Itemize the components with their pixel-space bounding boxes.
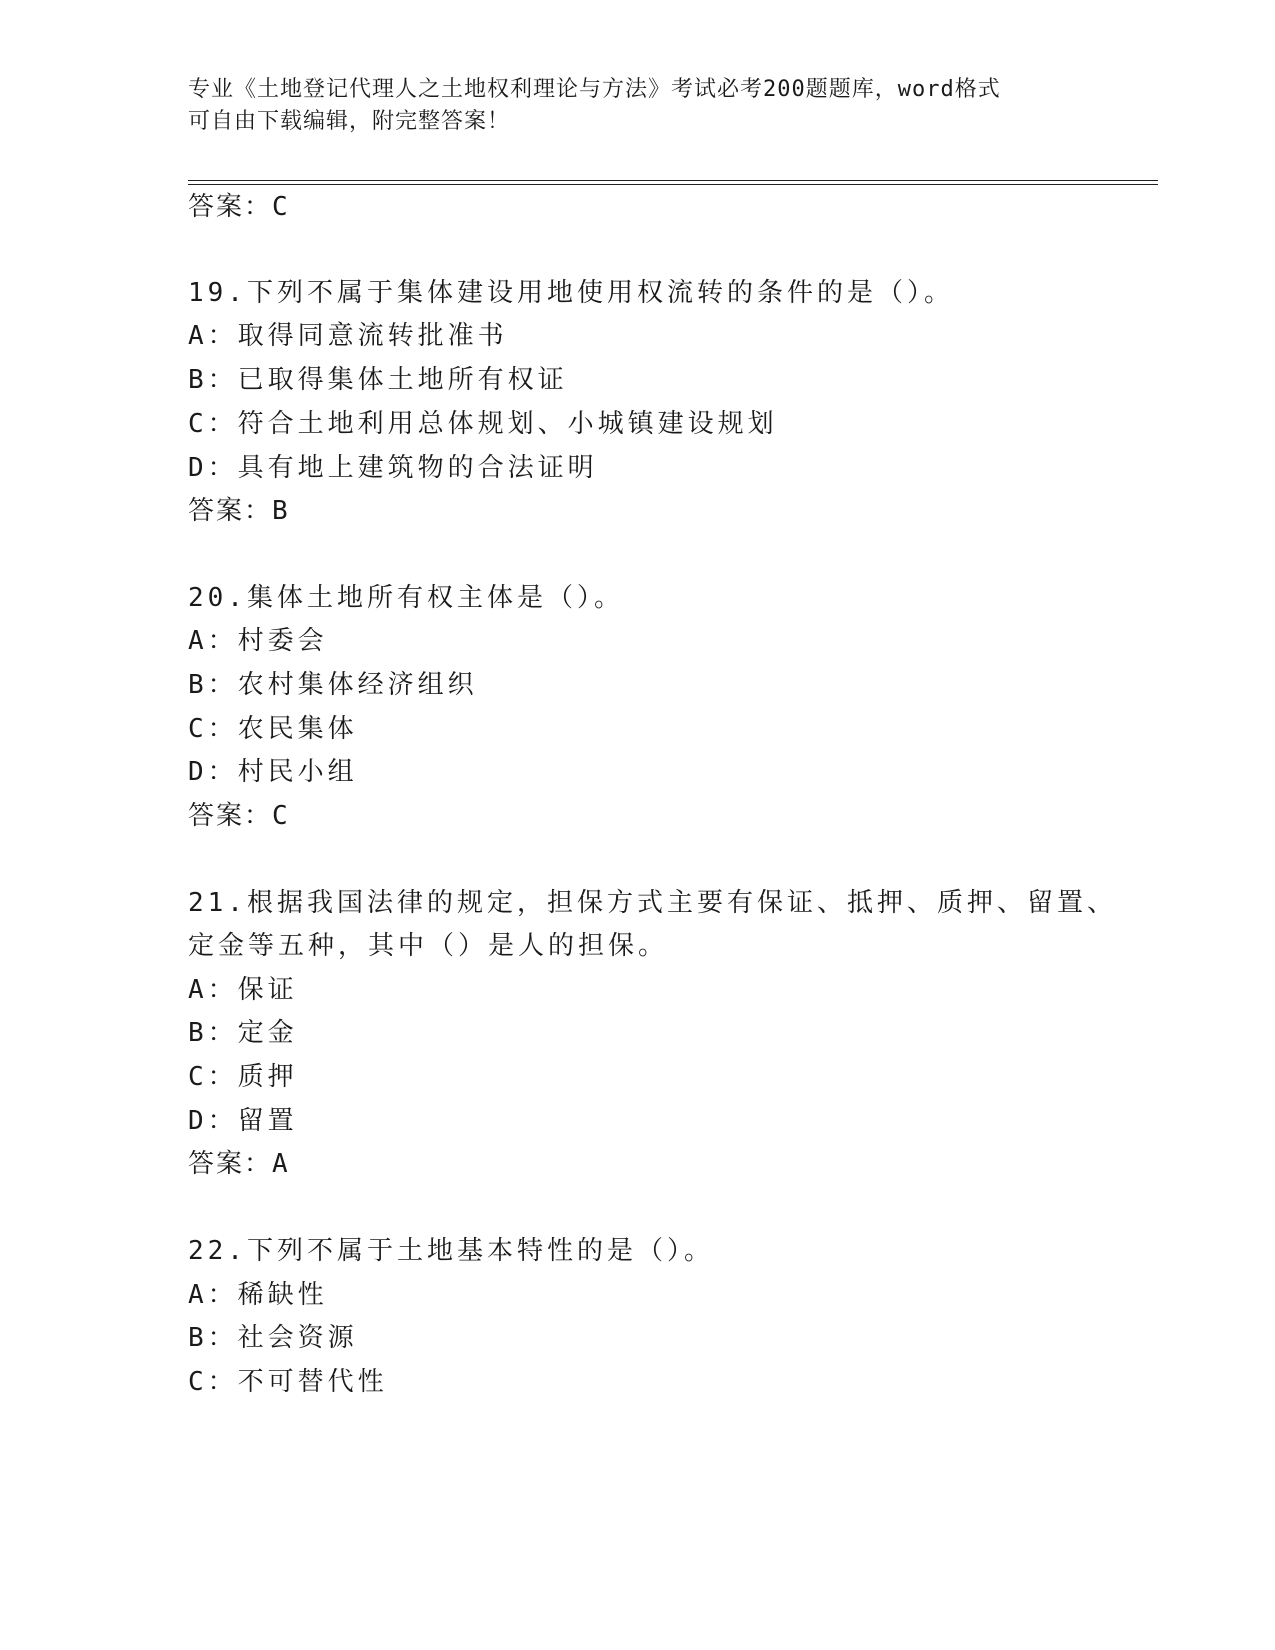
option-d: D：留置 bbox=[188, 1106, 298, 1136]
answer-value: C bbox=[272, 801, 288, 831]
answer-label: 答案： bbox=[188, 801, 273, 831]
answer-value: C bbox=[272, 192, 288, 222]
option-a: A：稀缺性 bbox=[188, 1280, 328, 1310]
answer-label: 答案： bbox=[188, 192, 273, 222]
header-line-2: 可自由下载编辑，附完整答案！ bbox=[188, 109, 511, 134]
answer-line bbox=[188, 190, 288, 224]
option-d: D：具有地上建筑物的合法证明 bbox=[188, 453, 598, 483]
answer-line bbox=[188, 1147, 288, 1181]
document-header bbox=[188, 74, 1088, 138]
option-b: B：定金 bbox=[188, 1018, 298, 1048]
option-d: D：村民小组 bbox=[188, 757, 358, 787]
answer-line bbox=[188, 799, 288, 833]
header-line-1: 专业《土地登记代理人之土地权利理论与方法》考试必考200题题库，word格式 bbox=[188, 77, 1001, 102]
answer-value: B bbox=[272, 496, 288, 526]
answer-value: A bbox=[272, 1149, 288, 1179]
header-divider bbox=[188, 180, 1158, 181]
option-b: B：社会资源 bbox=[188, 1323, 358, 1353]
option-c: C：农民集体 bbox=[188, 714, 358, 744]
option-c: C：质押 bbox=[188, 1062, 298, 1092]
option-a: A：村委会 bbox=[188, 626, 328, 656]
option-a: A：取得同意流转批准书 bbox=[188, 321, 508, 351]
answer-label: 答案： bbox=[188, 496, 273, 526]
question-stem: 22.下列不属于土地基本特性的是（）。 bbox=[188, 1236, 714, 1266]
option-c: C：不可替代性 bbox=[188, 1367, 388, 1397]
header-divider-second bbox=[188, 184, 1158, 185]
option-b: B：已取得集体土地所有权证 bbox=[188, 365, 568, 395]
option-b: B：农村集体经济组织 bbox=[188, 670, 478, 700]
question-stem: 20.集体土地所有权主体是（）。 bbox=[188, 583, 624, 613]
question-stem: 21.根据我国法律的规定，担保方式主要有保证、抵押、质押、留置、 bbox=[188, 888, 1117, 918]
option-a: A：保证 bbox=[188, 975, 298, 1005]
answer-label: 答案： bbox=[188, 1149, 273, 1179]
question-stem: 19.下列不属于集体建设用地使用权流转的条件的是（）。 bbox=[188, 278, 954, 308]
option-c: C：符合土地利用总体规划、小城镇建设规划 bbox=[188, 409, 778, 439]
question-stem-continued: 定金等五种，其中（）是人的担保。 bbox=[188, 931, 669, 961]
answer-line bbox=[188, 494, 288, 528]
